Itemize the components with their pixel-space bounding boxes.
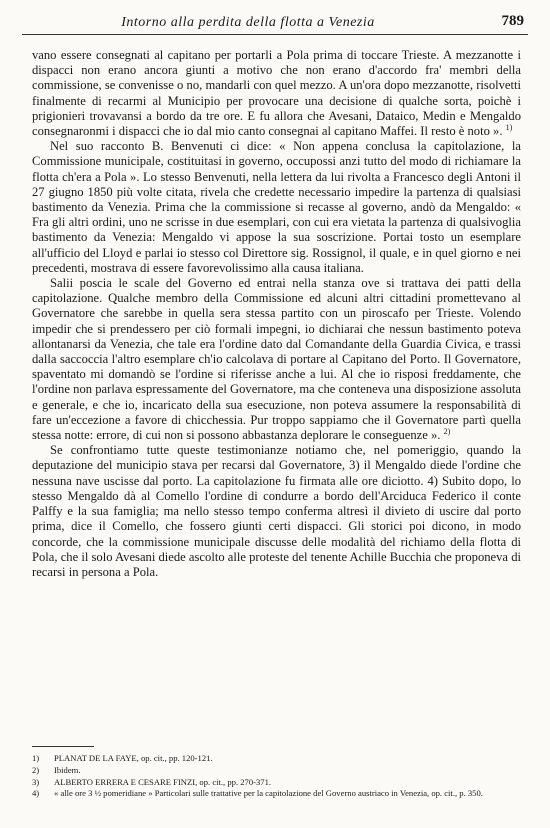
footnote <box>32 765 521 777</box>
paragraph <box>32 48 521 139</box>
footnote-number: 2) <box>32 764 40 775</box>
footnote-number: 3) <box>32 776 40 787</box>
footnote-text: ALBERTO ERRERA E CESARE FINZI, op. cit., pp. 270-371. <box>54 776 272 787</box>
footnote <box>32 788 521 800</box>
footnote-rule <box>32 746 94 747</box>
paragraph-text: Salii poscia le scale del Governo ed entrai nella stanza ove si trattava dei patti della capitolazione. Qualche membro della Commissione ed alcuni altri cittadini promettevano al Governatore che sarebbe in quella sera stessa partito con un piroscafo per Trieste. Volendo impedir che si prendessero per ciò formali impegni, io dichiarai che nessun bastimento poteva allontanarsi da Venezia, che tale era l'ordine dato dal Comandante della Guardia Civica, e trassi dalla saccoccia l'altro esemplare ch'io calcolava di portare al Capitano del Porto. Il Governatore, spaventato mi domandò se l'ordine si riferisse anche a lui. Al che io risposi freddamente, che l'ordine non parlava espressamente del Governatore, ma che conteneva una disposizione assoluta e generale, e che io, incaricato della sua esecuzione, non poteva assumere la responsabilità di fare un'eccezione a favore di chicchessia. Pur troppo sappiamo che il Governatore partì quella stessa notte: errore, di cui non si possono abbastanza deplorare le conseguenze ». <box>32 276 521 443</box>
running-title: Intorno alla perdita della flotta a Venezia <box>121 15 375 30</box>
page-number: 789 <box>501 13 524 29</box>
footnote-text: « alle ore 3 ½ pomeridiane » Particolari sulle trattative per la capitolazione del Governo austriaco in Venezia, op. cit., p. 350. <box>54 788 483 799</box>
footnote-number: 4) <box>32 788 40 799</box>
paragraph <box>32 276 521 443</box>
paragraph-text: Nel suo racconto B. Benvenuti ci dice: « Non appena conclusa la capitolazione, la Commissione municipale, costituitasi in governo, occupossi anzi tutto del modo di richiamare la flotta ch'era a Pola ». Lo stesso Benvenuti, nella lettera da lui rivolta a Francesco degli Antoni il 27 giugno 1850 più volte citata, rivela che credette necessario impedire la partenza di qualsiasi bastimento da Venezia. Prima che la commissione si recasse al governo, andò da Mengaldo: « Fra gli altri ordini, uno ne scrisse in due esemplari, con cui era vietata la partenza di qualsivoglia bastimento da Venezia: Mengaldo vi appose la sua soscrizione. Portai tosto un esemplare all'ufficio del Lloyd e parlai io stesso col Direttore sig. Rossignol, il quale, e in quel giorno e nei precedenti, mostrava di essere favorevolissimo alla causa italiana. <box>32 139 521 275</box>
footnote-text: Ibidem. <box>54 764 81 775</box>
footnote <box>32 753 521 765</box>
footnote-ref: 2) <box>443 426 451 436</box>
body-text <box>32 48 521 580</box>
paragraph <box>32 443 521 580</box>
paragraph-text: vano essere consegnati al capitano per portarli a Pola prima di toccare Trieste. A mezzanotte i dispacci non erano ancora giunti a motivo che non erano d'accordo fra' membri della commissione, se convenisse o no, mandarli con quel mezzo. A un'ora dopo mezzanotte, risolvetti finalmente di recarmi al Municipio per provocare una decisione di qualche sorta, poichè i prigionieri trovavansi a bordo da tre ore. E fu allora che Avesani, Dataico, Medin e Mengaldo consegnaronmi i dispacci che io dal mio canto consegnai al capitano Maffei. Il resto è noto ». <box>32 48 521 139</box>
footnote <box>32 777 521 789</box>
paragraph-text: Se confrontiamo tutte queste testimonianze notiamo che, nel pomeriggio, quando la deputazione del municipio stava per recarsi dal Governatore, 3) il Mengaldo diede l'ordine che nessuna nave uscisse dal porto. La capitolazione fu firmata alle ore diciotto. 4) Subito dopo, lo stesso Mengaldo dà al Comello l'ordine di condurre a bordo dell'Arciduca Federico il conte Palffy e la sua famiglia; ma nello stesso tempo conferma altresì il divieto di uscire dal porto prima, dice il Comello, che fossero giunti certi dispacci. Gli storici poi dicono, in modo concorde, che la commissione municipale discusse delle modalità del richiamo della flotta di Pola, che il solo Avesani diede ascolto alle proteste del tenente Achille Bucchia che proponeva di recarsi in persona a Pola. <box>32 443 521 579</box>
page-header <box>32 10 524 36</box>
footnote-number: 1) <box>32 753 40 763</box>
footnotes <box>32 753 521 800</box>
header-rule <box>22 34 528 35</box>
footnote-ref: 1) <box>505 122 513 132</box>
paragraph <box>32 139 521 276</box>
footnote-text: PLANAT DE LA FAYE, op. cit., pp. 120-121. <box>54 753 213 763</box>
